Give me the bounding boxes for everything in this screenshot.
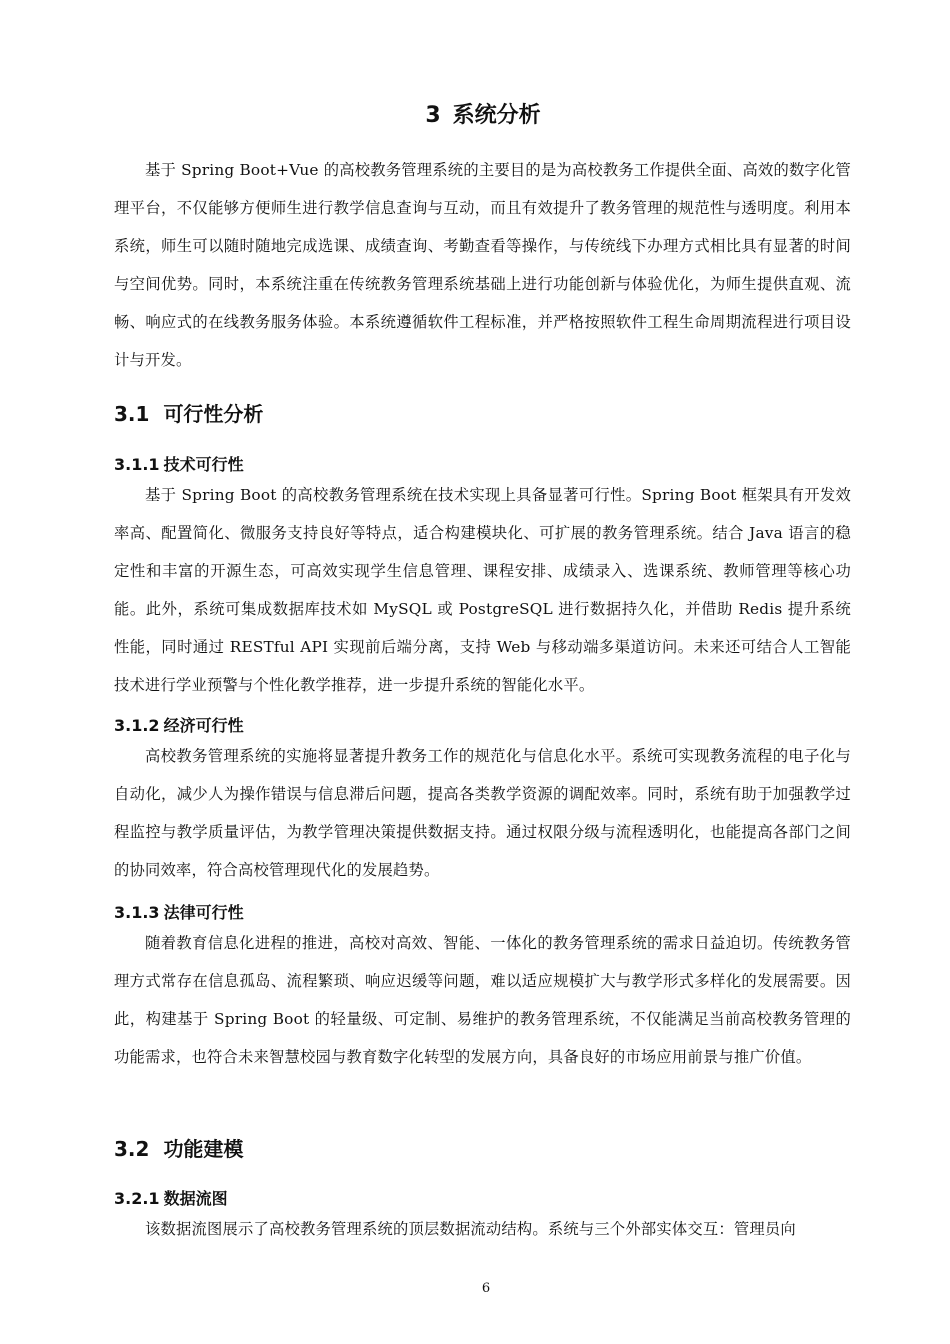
section-3-1-1-number: 3.1.1 — [114, 455, 160, 474]
section-3-2-title: 功能建模 — [163, 1137, 244, 1161]
section-3-1-3-number: 3.1.3 — [114, 903, 160, 922]
chapter-title-text: 系统分析 — [452, 103, 541, 128]
section-3-1-3-paragraph: 随着教育信息化进程的推进，高校对高效、智能、一体化的教务管理系统的需求日益迫切。传统教务管理方式常存在信息孤岛、流程繁琐、响应迟缓等问题，难以适应规模扩大与教学形式多样化的发展需要。因此，构建基于 Spring Boot 的轻量级、可定制、易维护的教务管理系统，不仅能满足当前高校教务管理的功能需求，也符合未来智慧校园与教育数字化转型的发展方向，具备良好的市场应用前景与推广价值。 — [114, 934, 851, 1066]
section-3-1-1-heading — [114, 453, 244, 477]
section-3-2-1-number: 3.2.1 — [114, 1189, 160, 1208]
section-3-1-heading — [114, 399, 263, 429]
section-3-1-3-title: 法律可行性 — [163, 903, 244, 922]
section-3-1-1-title: 技术可行性 — [163, 455, 244, 474]
section-3-2-1-heading — [114, 1187, 228, 1211]
intro-paragraph: 基于 Spring Boot+Vue 的高校教务管理系统的主要目的是为高校教务工作提供全面、高效的数字化管理平台，不仅能够方便师生进行教学信息查询与互动，而且有效提升了教务管理的规范性与透明度。利用本系统，师生可以随时随地完成选课、成绩查询、考勤查看等操作，与传统线下办理方式相比具有显著的时间与空间优势。同时，本系统注重在传统教务管理系统基础上进行功能创新与体验优化，为师生提供直观、流畅、响应式的在线教务服务体验。本系统遵循软件工程标准，并严格按照软件工程生命周期流程进行项目设计与开发。 — [114, 161, 851, 369]
section-3-2-number: 3.2 — [114, 1137, 150, 1161]
section-3-1-3-heading — [114, 901, 244, 925]
page-number: 6 — [481, 1281, 491, 1296]
section-3-1-title: 可行性分析 — [163, 402, 264, 426]
chapter-title — [0, 100, 950, 132]
section-3-2-1-paragraph: 该数据流图展示了高校教务管理系统的顶层数据流动结构。系统与三个外部实体交互：管理员向 — [145, 1220, 796, 1238]
section-3-2-heading — [114, 1134, 243, 1164]
section-3-2-1-title: 数据流图 — [163, 1189, 228, 1208]
section-3-1-2-number: 3.1.2 — [114, 716, 160, 735]
section-3-1-2-title: 经济可行性 — [163, 716, 244, 735]
section-3-1-number: 3.1 — [114, 402, 150, 426]
section-3-1-2-paragraph: 高校教务管理系统的实施将显著提升教务工作的规范化与信息化水平。系统可实现教务流程的电子化与自动化，减少人为操作错误与信息滞后问题，提高各类教学资源的调配效率。同时，系统有助于加强教学过程监控与教学质量评估，为教学管理决策提供数据支持。通过权限分级与流程透明化，也能提高各部门之间的协同效率，符合高校管理现代化的发展趋势。 — [114, 747, 851, 879]
section-3-1-1-paragraph: 基于 Spring Boot 的高校教务管理系统在技术实现上具备显著可行性。Spring Boot 框架具有开发效率高、配置简化、微服务支持良好等特点，适合构建模块化、可扩展的教务管理系统。结合 Java 语言的稳定性和丰富的开源生态，可高效实现学生信息管理、课程安排、成绩录入、选课系统、教师管理等核心功能。此外，系统可集成数据库技术如 MySQL 或 PostgreSQL 进行数据持久化，并借助 Redis 提升系统性能，同时通过 RESTful API 实现前后端分离，支持 Web 与移动端多渠道访问。未来还可结合人工智能技术进行学业预警与个性化教学推荐，进一步提升系统的智能化水平。 — [114, 486, 851, 694]
chapter-number: 3 — [425, 103, 441, 128]
section-3-1-2-heading — [114, 714, 244, 738]
